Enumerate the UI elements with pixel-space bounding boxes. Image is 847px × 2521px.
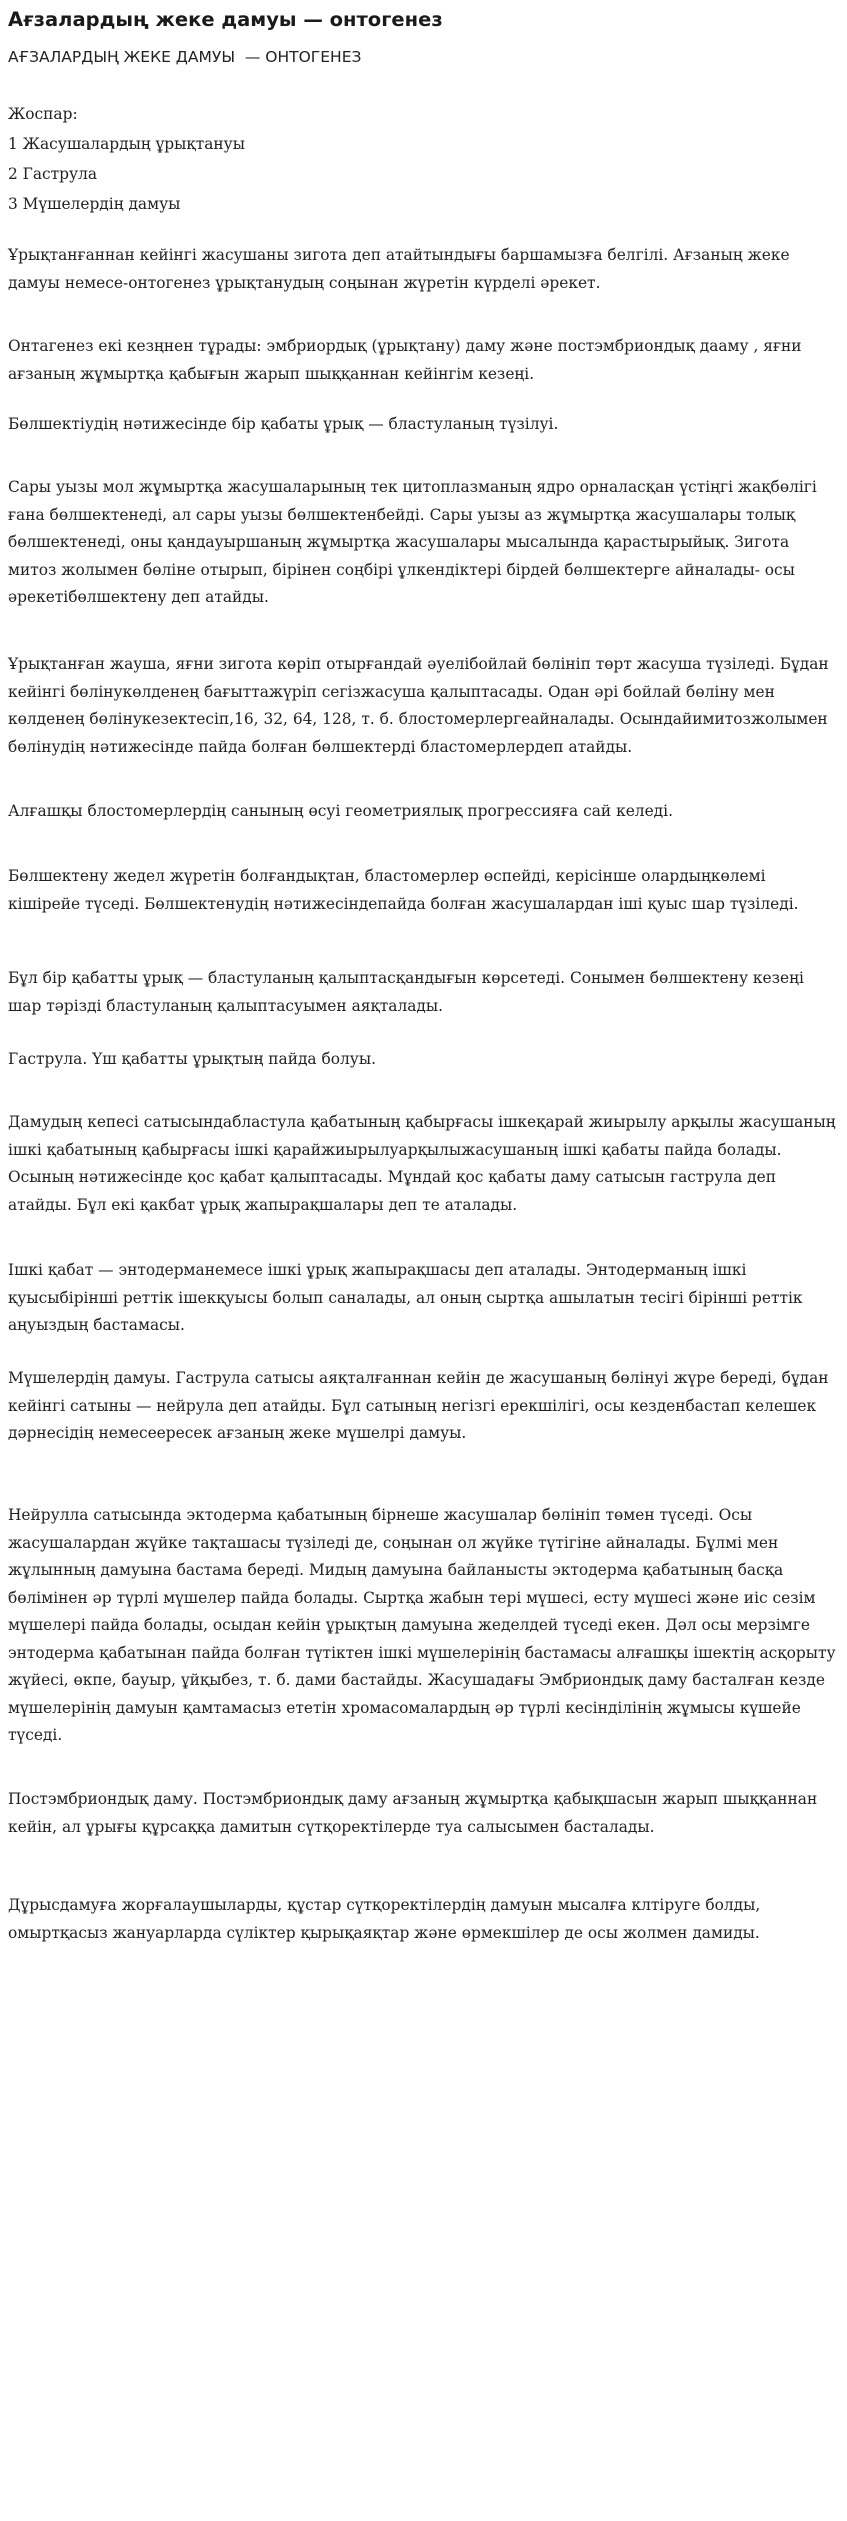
article-subtitle: АҒЗАЛАРДЫҢ ЖЕКЕ ДАМУЫ — ОНТОГЕНЕЗ	[8, 48, 362, 66]
paragraph: Нейрулла сатысында эктодерма қабатының бірнеше жасушалар бөлініп төмен түседі. Осы жасушалардан жүйке тақташасы түзіледі де, соңынан ол жүйке түтігіне айналады. Бұлмі мен жұлынның дамуына бастама береді. Мидың дамуына байланысты эктодерма қабатының басқа бөлімінен әр түрлі мүшелер пайда болады. Сыртқа жабын тері мүшесі, есту мүшесі және иіс сезім мүшелері пайда болады, осыдан кейін ұрықтың дамуына жеделдей түседі екен. Дәл осы мерзімге энтодерма қабатынан пайда болған түтіктен ішкі мүшелерінің бастамасы алғашқы ішектің асқорыту жүйесі, өкпе, бауыр, ұйқыбез, т. б. дами бастайды. Жасушадағы Эмбриондық даму басталған кезде мүшелерінің дамуын қамтамасыз ететін хромасомалардың әр түрлі кесінділінің жұмысы күшейе түседі.	[8, 1506, 836, 1744]
paragraph: Постэмбриондық даму. Постэмбриондық даму ағзаның жұмыртқа қабықшасын жарып шыққаннан кейін, ал ұрығы құрсаққа дамитын сүтқоректілерде туа салысымен басталады.	[8, 1790, 818, 1836]
paragraph: Бұл бір қабатты ұрық — бластуланың қалыптасқандығын көрсетеді. Сонымен бөлшектену кезеңі шар тәрізді бластуланың қалыптасуымен аяқталады.	[8, 969, 804, 1015]
paragraph: Алғашқы блостомерлердің санының өсуі геометриялық прогрессияға сай келеді.	[8, 802, 673, 820]
paragraph: Ұрықтанғаннан кейінгі жасушаны зигота деп атайтындығы баршамызға белгілі. Ағзаның жеке дамуы немесе-онтогенез ұрықтанудың соңынан жүретін күрделі әрекет.	[8, 246, 790, 292]
paragraph: Мүшелердің дамуы. Гаструла сатысы аяқталғаннан кейін де жасушаның бөлінуі жүре береді, бұдан кейінгі сатыны — нейрула деп атайды. Бұл сатының негізгі ерекшілігі, осы кезденбастап келешек дәрнесідің немесеересек ағзаның жеке мүшелрі дамуы.	[8, 1369, 829, 1442]
article-title: Ағзалардың жеке дамуы — онтогенез	[8, 8, 443, 31]
paragraph: Онтагенез екі кезңнен тұрады: эмбриордық (ұрықтану) даму және постэмбриондық дааму , яғни ағзаның жұмыртқа қабығын жарып шыққаннан кейінгім кезеңі.	[8, 337, 802, 383]
plan-item: 2 Гаструла	[8, 165, 98, 183]
paragraph: Дамудың кепесі сатысындабластула қабатының қабырғасы ішкеқарай жиырылу арқылы жасушаның ішкі қабатының қабырғасы ішкі қарайжиырылуарқылыжасушаның ішкі қабаты пайда болады. Осының нәтижесінде қос қабат қалыптасады. Мұндай қос қабаты даму сатысын гаструла деп атайды. Бұл екі қакбат ұрық жапырақшалары деп те аталады.	[8, 1113, 836, 1214]
paragraph: Сары уызы мол жұмыртқа жасушаларының тек цитоплазманың ядро орналасқан үстіңгі жақбөлігі ғана бөлшектенеді, ал сары уызы бөлшектенбейді. Сары уызы аз жұмыртқа жасушалары толық бөлшектенеді, оны қандауыршаның жұмыртқа жасушалары мысалында қарастырыйық. Зигота митоз жолымен бөліне отырып, бірінен соңбірі ұлкендіктері бірдей бөлшектерге айналады- осы әрекетібөлшектену деп атайды.	[8, 478, 817, 606]
paragraph: Ұрықтанған жауша, яғни зигота көріп отырғандай әуелібойлай бөлініп төрт жасуша түзіледі. Бұдан кейінгі бөлінукөлденең бағыттажүріп сегізжасуша қалыптасады. Одан әрі бойлай бөліну мен көлденең бөлінукезектесіп,16, 32, 64, 128, т. б. блостомерлергеайналады. Осындайимитозжолымен бөлінудің нәтижесінде пайда болған бөлшектерді бластомерлердеп атайды.	[8, 655, 829, 756]
paragraph: Гаструла. Үш қабатты ұрықтың пайда болуы.	[8, 1050, 377, 1068]
plan-heading: Жоспар:	[8, 105, 78, 123]
plan-item: 1 Жасушалардың ұрықтануы	[8, 135, 245, 153]
paragraph: Ішкі қабат — энтодерманемесе ішкі ұрық жапырақшасы деп аталады. Энтодерманың ішкі қуысыбірінші реттік ішекқуысы болып саналады, ал оның сыртқа ашылатын тесігі бірінші реттік аңуыздың бастамасы.	[8, 1261, 803, 1334]
paragraph: Бөлшектену жедел жүретін болғандықтан, бластомерлер өспейді, керісінше олардыңкөлемі кішірейе түседі. Бөлшектенудің нәтижесіндепайда болған жасушалардан іші қуыс шар түзіледі.	[8, 867, 799, 913]
paragraph: Бөлшектіудің нәтижесінде бір қабаты ұрық — бластуланың түзілуі.	[8, 415, 559, 433]
paragraph: Дұрысдамуға жорғалаушыларды, құстар сүтқоректілердің дамуын мысалға клтіруге болды, омыртқасыз жануарларда сүліктер қырықаяқтар және өрмекшілер де осы жолмен дамиды.	[8, 1896, 761, 1942]
plan-item: 3 Мүшелердің дамуы	[8, 195, 181, 213]
